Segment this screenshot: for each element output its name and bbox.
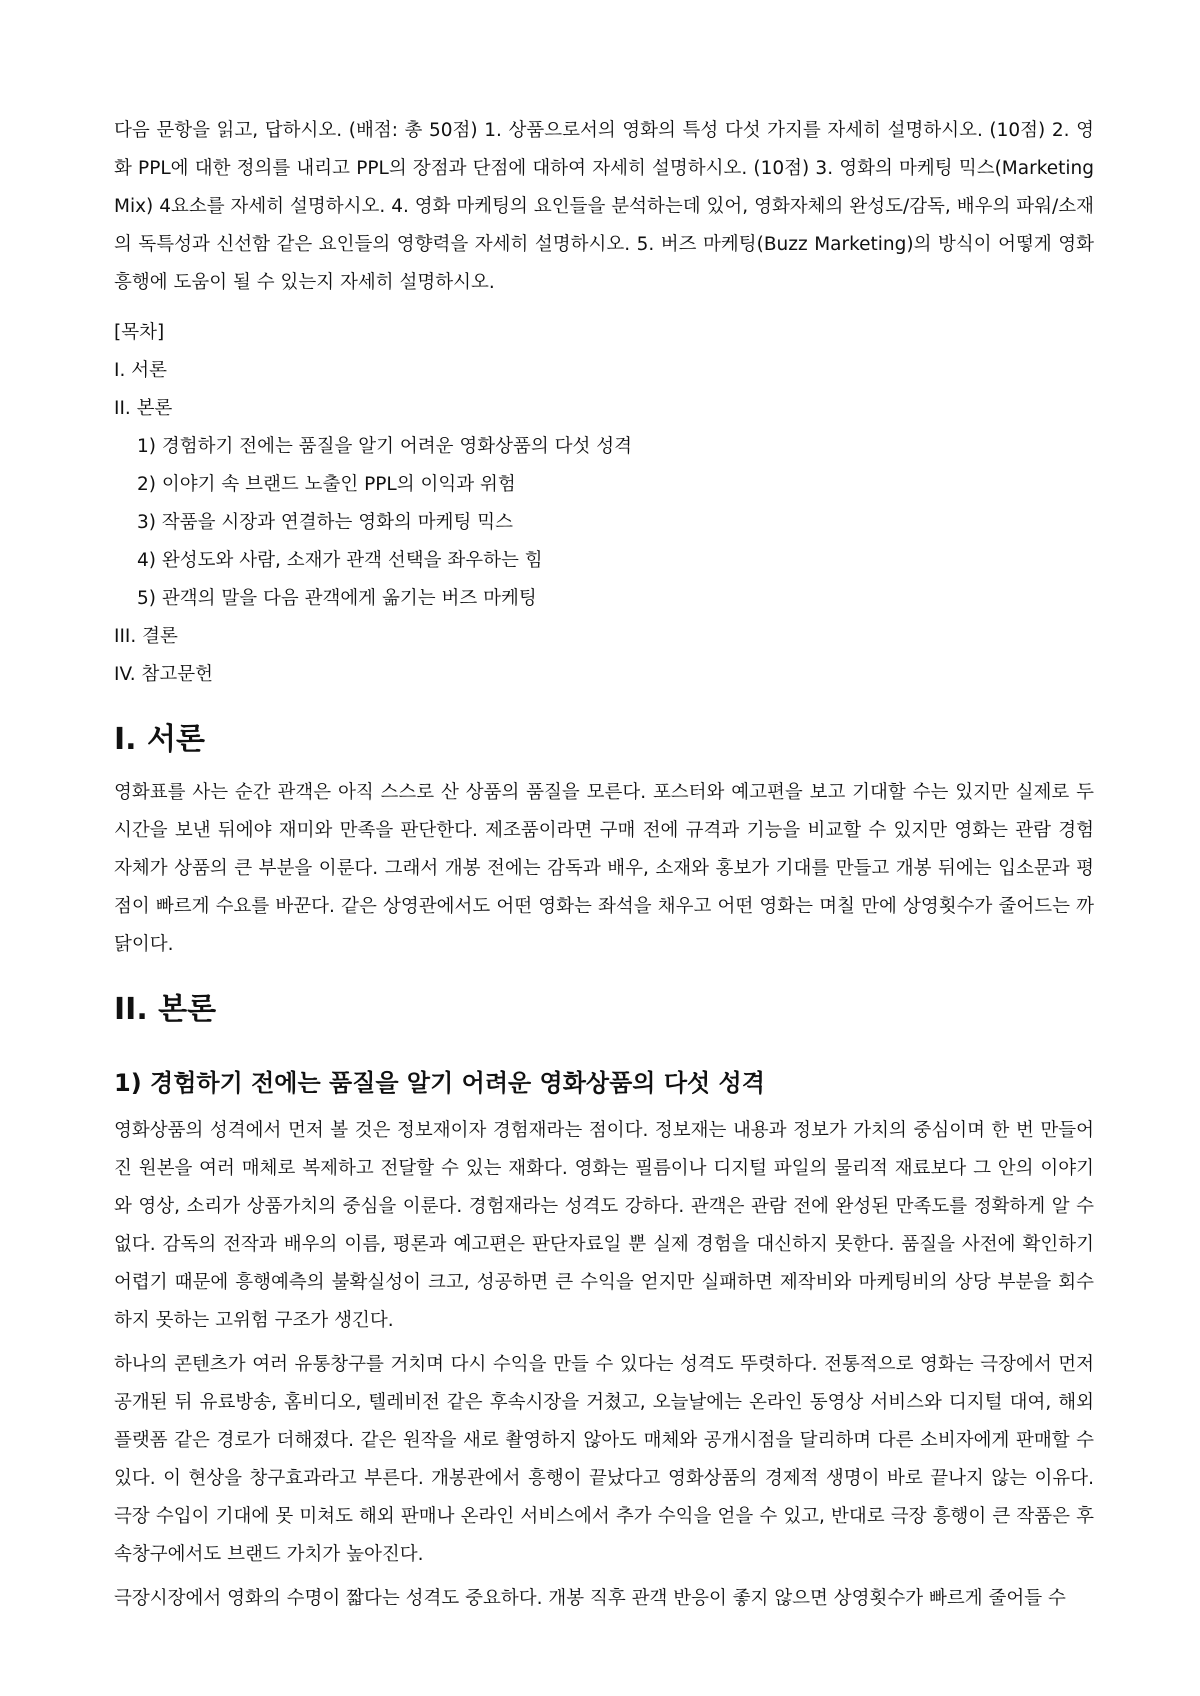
toc-item: II. 본론 <box>114 398 173 419</box>
toc-item: IV. 참고문헌 <box>114 664 213 685</box>
toc-list <box>114 352 1094 694</box>
section-1-heading: 1) 경험하기 전에는 품질을 알기 어려운 영화상품의 다섯 성격 <box>114 1069 765 1097</box>
toc-item: 5) 관객의 말을 다음 관객에게 옮기는 버즈 마케팅 <box>137 588 537 609</box>
toc-item: 4) 완성도와 사람, 소재가 관객 선택을 좌우하는 힘 <box>137 550 543 571</box>
intro-paragraph: 영화표를 사는 순간 관객은 아직 스스로 산 상품의 품질을 모른다. 포스터와 예고편을 보고 기대할 수는 있지만 실제로 두 시간을 보낸 뒤에야 재미와 만족을 판단한다. 제조품이라면 구매 전에 규격과 기능을 비교할 수 있지만 영화는 관람 경험 자체가 상품의 큰 부분을 이룬다. 그래서 개봉 전에는 감독과 배우, 소재와 홍보가 기대를 만들고 개봉 뒤에는 입소문과 평점이 빠르게 수요를 바꾼다. 같은 상영관에서도 어떤 영화는 좌석을 채우고 어떤 영화는 며칠 만에 상영횟수가 줄어드는 까닭이다. <box>114 782 1094 955</box>
toc-item: 1) 경험하기 전에는 품질을 알기 어려운 영화상품의 다섯 성격 <box>137 436 632 457</box>
toc-item: III. 결론 <box>114 626 178 647</box>
assignment-prompt: 다음 문항을 읽고, 답하시오. (배점: 총 50점) 1. 상품으로서의 영화의 특성 다섯 가지를 자세히 설명하시오. (10점) 2. 영화 PPL에 대한 정의를 내리고 PPL의 장점과 단점에 대하여 자세히 설명하시오. (10점) 3. 영화의 마케팅 믹스(Marketing Mix) 4요소를 자세히 설명하시오. 4. 영화 마케팅의 요인들을 분석하는데 있어, 영화자체의 완성도/감독, 배우의 파워/소재의 독특성과 신선함 같은 요인들의 영향력을 자세히 설명하시오. 5. 버즈 마케팅(Buzz Marketing)의 방식이 어떻게 영화흥행에 도움이 될 수 있는지 자세히 설명하시오. <box>114 120 1094 293</box>
table-of-contents <box>114 314 1094 694</box>
toc-item: 2) 이야기 속 브랜드 노출인 PPL의 이익과 위험 <box>137 474 516 495</box>
section-1-paragraph-2: 하나의 콘텐츠가 여러 유통창구를 거치며 다시 수익을 만들 수 있다는 성격도 뚜렷하다. 전통적으로 영화는 극장에서 먼저 공개된 뒤 유료방송, 홈비디오, 텔레비전 같은 후속시장을 거쳤고, 오늘날에는 온라인 동영상 서비스와 디지털 대여, 해외 플랫폼 같은 경로가 더해졌다. 같은 원작을 새로 촬영하지 않아도 매체와 공개시점을 달리하며 다른 소비자에게 판매할 수 있다. 이 현상을 창구효과라고 부른다. 개봉관에서 흥행이 끝났다고 영화상품의 경제적 생명이 바로 끝나지 않는 이유다. 극장 수입이 기대에 못 미쳐도 해외 판매나 온라인 서비스에서 추가 수익을 얻을 수 있고, 반대로 극장 흥행이 큰 작품은 후속창구에서도 브랜드 가치가 높아진다. <box>114 1354 1094 1565</box>
intro-heading: I. 서론 <box>114 722 205 757</box>
section-1-paragraph-1: 영화상품의 성격에서 먼저 볼 것은 정보재이자 경험재라는 점이다. 정보재는 내용과 정보가 가치의 중심이며 한 번 만들어진 원본을 여러 매체로 복제하고 전달할 수 있는 재화다. 영화는 필름이나 디지털 파일의 물리적 재료보다 그 안의 이야기와 영상, 소리가 상품가치의 중심을 이룬다. 경험재라는 성격도 강하다. 관객은 관람 전에 완성된 만족도를 정확하게 알 수 없다. 감독의 전작과 배우의 이름, 평론과 예고편은 판단자료일 뿐 실제 경험을 대신하지 못한다. 품질을 사전에 확인하기 어렵기 때문에 흥행예측의 불확실성이 크고, 성공하면 큰 수익을 얻지만 실패하면 제작비와 마케팅비의 상당 부분을 회수하지 못하는 고위험 구조가 생긴다. <box>114 1120 1094 1331</box>
toc-title: [목차] <box>114 322 165 343</box>
toc-item: I. 서론 <box>114 360 167 381</box>
toc-item: 3) 작품을 시장과 연결하는 영화의 마케팅 믹스 <box>137 512 513 533</box>
body-heading: II. 본론 <box>114 992 217 1027</box>
section-1-paragraph-3: 극장시장에서 영화의 수명이 짧다는 성격도 중요하다. 개봉 직후 관객 반응이 좋지 않으면 상영횟수가 빠르게 줄어들 수 <box>114 1588 1066 1609</box>
